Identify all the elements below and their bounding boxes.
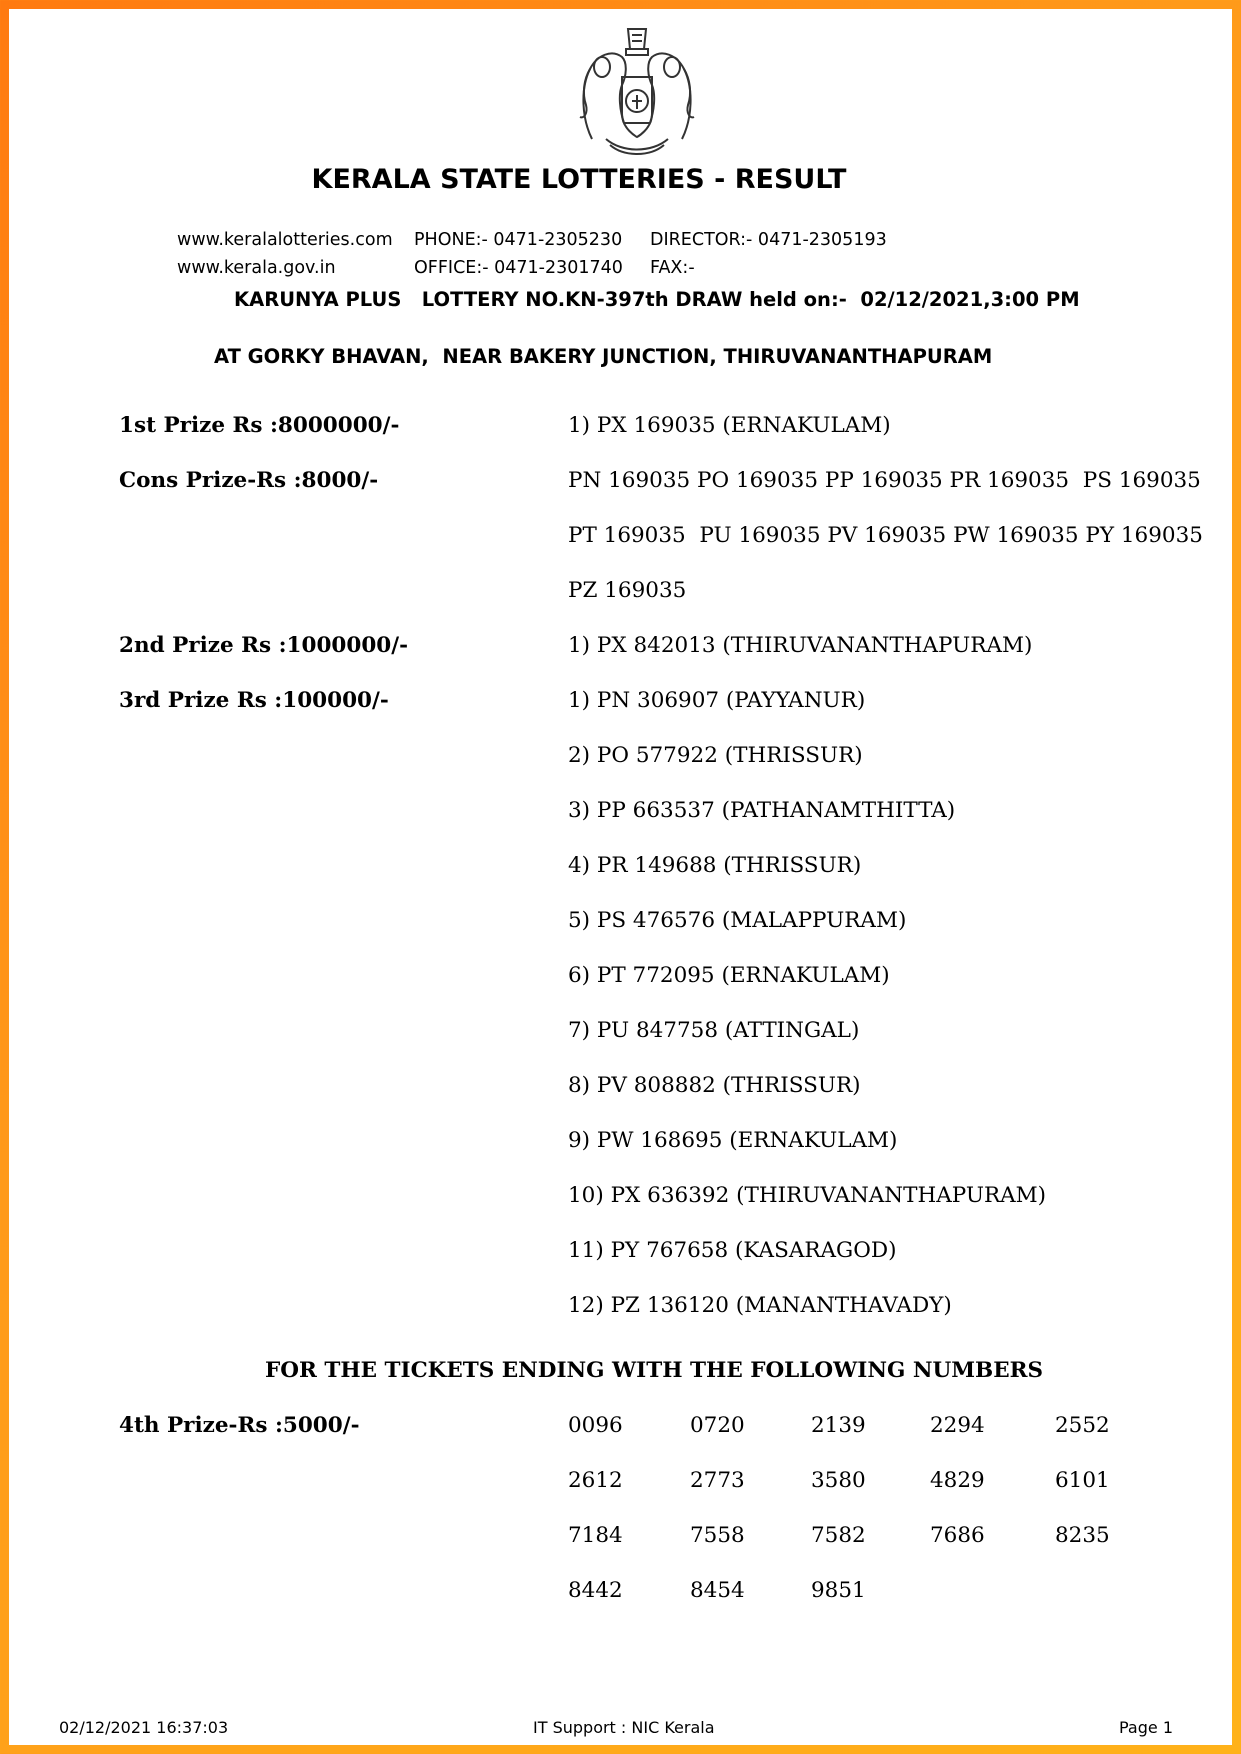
ending-number: 7686 [930, 1523, 985, 1548]
third-prize-winner: 2) PO 577922 (THRISSUR) [568, 743, 863, 768]
fax-number: FAX:- [650, 258, 695, 278]
cons-prize-line: PT 169035 PU 169035 PV 169035 PW 169035 PY 169035 [568, 523, 1203, 548]
draw-details: KARUNYA PLUS LOTTERY NO.KN-397th DRAW held on:- 02/12/2021,3:00 PM [234, 288, 1080, 311]
page-title: KERALA STATE LOTTERIES - RESULT [311, 164, 847, 195]
ending-number: 6101 [1055, 1468, 1110, 1493]
first-prize-label: 1st Prize Rs :8000000/- [119, 413, 400, 438]
third-prize-winner: 3) PP 663537 (PATHANAMTHITTA) [568, 798, 956, 823]
cons-prize-label: Cons Prize-Rs :8000/- [119, 468, 379, 493]
draw-venue: AT GORKY BHAVAN, NEAR BAKERY JUNCTION, THIRUVANANTHAPURAM [214, 345, 993, 368]
third-prize-winner: 10) PX 636392 (THIRUVANANTHAPURAM) [568, 1183, 1047, 1208]
ending-number: 2294 [930, 1413, 985, 1438]
third-prize-winner: 4) PR 149688 (THRISSUR) [568, 853, 862, 878]
second-prize-winner: 1) PX 842013 (THIRUVANANTHAPURAM) [568, 633, 1033, 658]
second-prize-label: 2nd Prize Rs :1000000/- [119, 633, 409, 658]
ending-number: 7582 [811, 1523, 866, 1548]
ending-number: 8454 [690, 1578, 745, 1603]
kerala-emblem-icon [562, 19, 712, 162]
third-prize-winner: 5) PS 476576 (MALAPPURAM) [568, 908, 907, 933]
ending-number: 2773 [690, 1468, 745, 1493]
third-prize-label: 3rd Prize Rs :100000/- [119, 688, 389, 713]
director-phone: DIRECTOR:- 0471-2305193 [650, 230, 887, 250]
ending-number: 4829 [930, 1468, 985, 1493]
ending-number: 0096 [568, 1413, 623, 1438]
ending-number: 7184 [568, 1523, 623, 1548]
footer-page-number: Page 1 [1119, 1718, 1173, 1737]
cons-prize-line: PN 169035 PO 169035 PP 169035 PR 169035 PS 169035 [568, 468, 1201, 493]
third-prize-winner: 12) PZ 136120 (MANANTHAVADY) [568, 1293, 952, 1318]
first-prize-winner: 1) PX 169035 (ERNAKULAM) [568, 413, 891, 438]
third-prize-winner: 8) PV 808882 (THRISSUR) [568, 1073, 861, 1098]
ending-number: 2612 [568, 1468, 623, 1493]
footer-support: IT Support : NIC Kerala [533, 1718, 715, 1737]
ending-number: 3580 [811, 1468, 866, 1493]
ending-number: 8235 [1055, 1523, 1110, 1548]
ending-numbers-heading: FOR THE TICKETS ENDING WITH THE FOLLOWING NUMBERS [264, 1358, 1044, 1383]
ending-number: 2139 [811, 1413, 866, 1438]
third-prize-winner: 1) PN 306907 (PAYYANUR) [568, 688, 866, 713]
third-prize-winner: 6) PT 772095 (ERNAKULAM) [568, 963, 890, 988]
office-phone: OFFICE:- 0471-2301740 [414, 258, 623, 278]
website-link-secondary[interactable]: www.kerala.gov.in [177, 258, 336, 278]
ending-number: 8442 [568, 1578, 623, 1603]
third-prize-winner: 7) PU 847758 (ATTINGAL) [568, 1018, 860, 1043]
ending-number: 2552 [1055, 1413, 1110, 1438]
ending-number: 9851 [811, 1578, 866, 1603]
footer-timestamp: 02/12/2021 16:37:03 [59, 1718, 229, 1737]
fourth-prize-label: 4th Prize-Rs :5000/- [119, 1413, 360, 1438]
third-prize-winner: 9) PW 168695 (ERNAKULAM) [568, 1128, 898, 1153]
third-prize-winner: 11) PY 767658 (KASARAGOD) [568, 1238, 897, 1263]
phone-number: PHONE:- 0471-2305230 [414, 230, 623, 250]
website-link-primary[interactable]: www.keralalotteries.com [177, 230, 393, 250]
ending-number: 7558 [690, 1523, 745, 1548]
result-page [9, 9, 1232, 1745]
ending-number: 0720 [690, 1413, 745, 1438]
cons-prize-line: PZ 169035 [568, 578, 687, 603]
